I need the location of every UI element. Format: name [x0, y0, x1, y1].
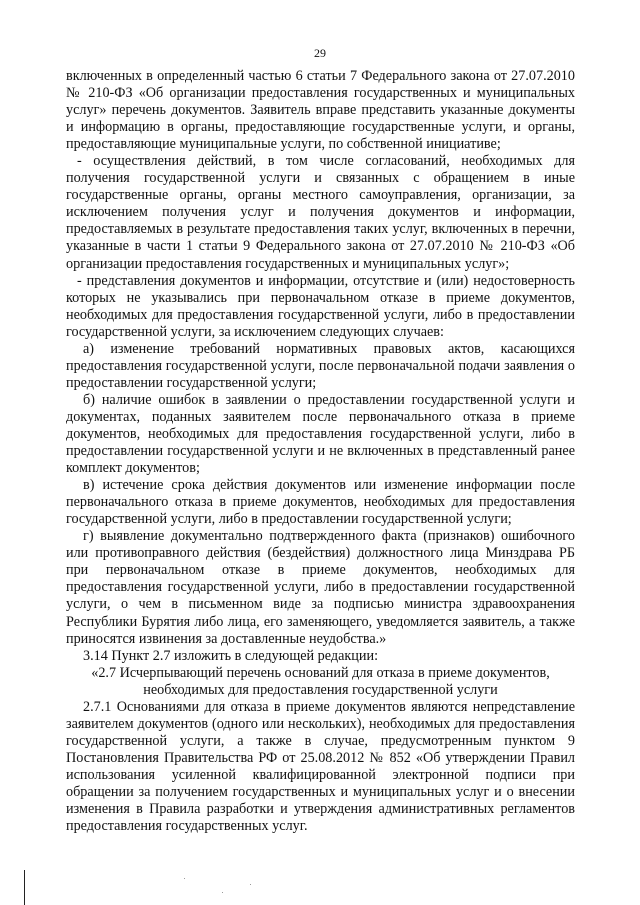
- paragraph: включенных в определенный частью 6 статьи 7 Федерального закона от 27.07.2010 № 210-ФЗ «Об организации предоставления государственных и муниципальных услуг» перечень документов. Заявитель вправе представить указанные документы и информацию в органы, предоставляющие государственные услуги, и органы, предоставляющие муниципальные услуги, по собственной инициативе;: [66, 68, 575, 153]
- scan-margin-line: [24, 870, 25, 905]
- scan-speck: [250, 884, 251, 885]
- section-heading: «2.7 Исчерпывающий перечень оснований для отказа в приеме документов, необходимых для предоставления государственной услуги: [91, 664, 550, 698]
- paragraph: 2.7.1 Основаниями для отказа в приеме документов являются непредставление заявителем документов (одного или нескольких), необходимых для предоставления государственной услуги, а также в случае, предусмотренным пунктом 9 Постановления Правительства РФ от 25.08.2012 № 852 «Об утверждении Правил использования усиленной квалифицированной электронной подписи при обращении за получением государственных и муниципальных услуг и о внесении изменения в Правила разработки и утверждения административных регламентов предоставления государственных услуг.: [66, 698, 575, 835]
- document-body: [66, 68, 575, 835]
- scan-speck: [184, 878, 185, 879]
- paragraph: б) наличие ошибок в заявлении о предоставлении государственной услуги и документах, поданных заявителем после первоначального отказа в приеме документов, необходимых для предоставления государственной услуги, либо в предоставлении государственной услуги и не включенных в представленный ранее комплект документов;: [66, 391, 575, 477]
- paragraph: 3.14 Пункт 2.7 изложить в следующей редакции:: [83, 647, 379, 664]
- paragraph: а) изменение требований нормативных правовых актов, касающихся предоставления государственной услуги, после первоначальной подачи заявления о предоставлении государственной услуги;: [66, 340, 575, 391]
- paragraph: - осуществления действий, в том числе согласований, необходимых для получения государственной услуги и связанных с обращением в иные государственные органы, органы местного самоуправления, организации, за исключением получения услуг и получения документов и информации, предоставляемых в результате предоставления таких услуг, включенных в перечни, указанные в части 1 статьи 9 Федерального закона от 27.07.2010 № 210-ФЗ «Об организации предоставления государственных и муниципальных услуг»;: [66, 153, 575, 272]
- paragraph: в) истечение срока действия документов или изменение информации после первоначального отказа в приеме документов, необходимых для предоставления государственной услуги, либо в предоставлении государственной услуги;: [66, 477, 575, 528]
- paragraph: г) выявление документально подтвержденного факта (признаков) ошибочного или противоправного действия (бездействия) должностного лица Минздрава РБ при первоначальном отказе в приеме документов, необходимых для предоставления государственной услуги, либо в предоставлении государственной услуги, о чем в письменном виде за подписью министра здравоохранения Республики Бурятия либо лица, его заменяющего, уведомляется заявитель, а также приносятся извинения за доставленные неудобства.»: [66, 528, 575, 647]
- paragraph: - представления документов и информации, отсутствие и (или) недостоверность которых не указывались при первоначальном отказе в приеме документов, необходимых для предоставления государственной услуги, либо в предоставлении государственной услуги, за исключением следующих случаев:: [66, 272, 575, 340]
- scan-speck: [222, 892, 223, 893]
- page-number: 29: [314, 46, 326, 60]
